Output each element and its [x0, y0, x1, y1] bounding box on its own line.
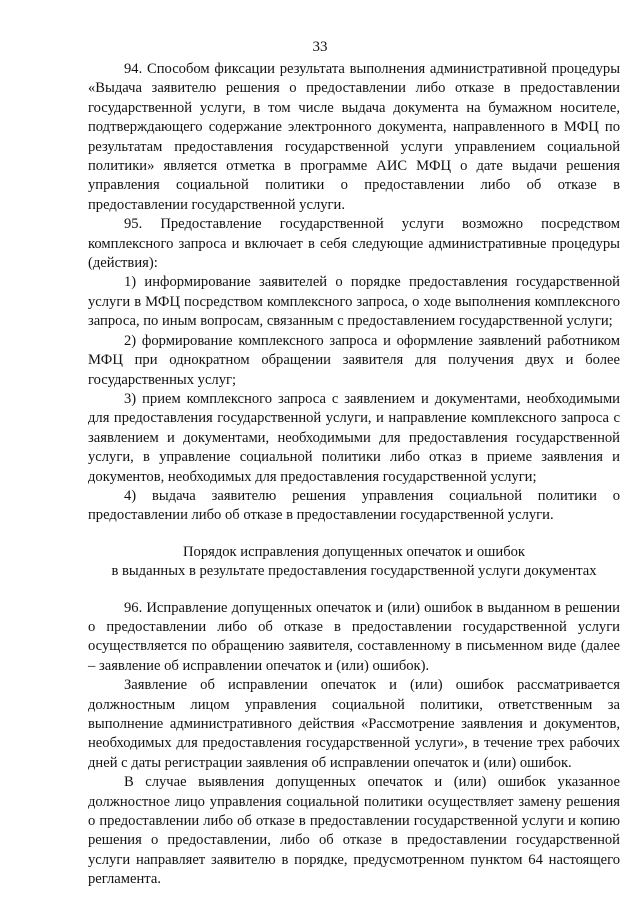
list-item-3: 3) прием комплексного запроса с заявлением и документами, необходимыми для предоставления государственной услуги, и направление комплексного запроса с заявлением и документами, необходимыми для предоставления государственной услуги, в управление социальной политики либо отказ в приеме заявления и документов, необходимых для предоставления государственной услуги;	[88, 390, 620, 485]
paragraph-96: 96. Исправление допущенных опечаток и (или) ошибок в выданном в решении о предоставлении либо об отказе в предоставлении государственной услуги осуществляется по обращению заявителя, составленному в письменном виде (далее – заявление об исправлении опечаток и (или) ошибок).	[88, 599, 620, 674]
page-number: 33	[312, 39, 328, 55]
document-body	[88, 60, 620, 890]
section-heading	[88, 543, 620, 582]
paragraph-95: 95. Предоставление государственной услуги возможно посредством комплексного запроса и включает в себя следующие административные процедуры (действия):	[88, 216, 620, 272]
paragraph-96-application: Заявление об исправлении опечаток и (или) ошибок рассматривается должностным лицом управления социальной политики, ответственным за выполнение административного действия «Рассмотрение заявления и документов, необходимых для предоставления государственной услуги», в течение трех рабочих дней с даты регистрации заявления об исправлении опечаток и (или) ошибок.	[88, 677, 620, 771]
list-item-2: 2) формирование комплексного запроса и оформление заявлений работником МФЦ при однократном обращении заявителя для получения двух и более государственных услуг;	[88, 332, 620, 388]
list-item-1: 1) информирование заявителей о порядке предоставления государственной услуги в МФЦ посредством комплексного запроса, о ходе выполнения комплексного запроса, по иным вопросам, связанным с предоставлением государственной услуги;	[88, 274, 620, 330]
paragraph-96-correction: В случае выявления допущенных опечаток и (или) ошибок указанное должностное лицо управления социальной политики осуществляет замену решения о предоставлении либо об отказе в предоставлении государственной услуги и копию решения о предоставлении, либо об отказе в предоставлении государственной услуги направляет заявителю в порядке, предусмотренном пунктом 64 настоящего регламента.	[88, 774, 620, 888]
section-heading-line-1: Порядок исправления допущенных опечаток и ошибок	[182, 543, 526, 560]
section-heading-line-2: в выданных в результате предоставления государственной услуги документах	[111, 563, 597, 580]
list-item-4: 4) выдача заявителю решения управления социальной политики о предоставлении либо об отказе в предоставлении государственной услуги.	[88, 487, 620, 524]
paragraph-94: 94. Способом фиксации результата выполнения административной процедуры «Выдача заявителю решения о предоставлении либо отказе в предоставлении государственной услуги, в том числе выдача документа на бумажном носителе, подтверждающего содержание электронного документа, направленного в МФЦ по результатам предоставления государственной услуги управлением социальной политики» является отметка в программе АИС МФЦ о дате выдачи решения управления социальной политики о предоставлении либо об отказе в предоставлении государственной услуги.	[88, 61, 620, 213]
